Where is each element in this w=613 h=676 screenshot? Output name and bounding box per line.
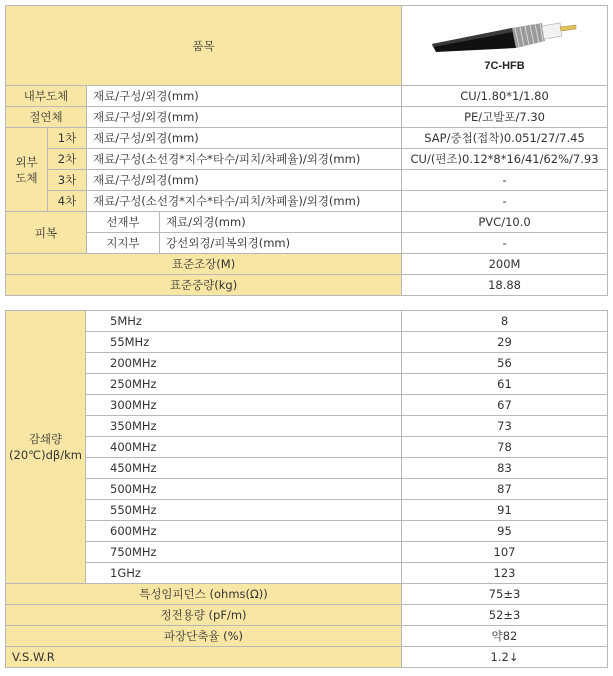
outer-layer-order: 3차 [48,170,87,191]
attenuation-row [6,311,608,332]
attenuation-label-line1: 감쇄량 [28,432,63,446]
std-length-value: 200M [402,254,608,275]
property-value: 52±3 [402,605,608,626]
outer-layer-value: - [402,191,608,212]
inner-conductor-value: CU/1.80*1/1.80 [402,86,608,107]
attenuation-value: 56 [402,353,608,374]
frequency-cell: 55MHz [86,332,402,353]
jacket-value: PVC/10.0 [402,212,608,233]
frequency-cell: 200MHz [86,353,402,374]
property-value: 1.2↓ [402,647,608,668]
property-row [6,605,608,626]
outer-layer-desc: 재료/구성/외경(mm) [87,128,402,149]
attenuation-value: 107 [402,542,608,563]
frequency-cell: 5MHz [86,311,402,332]
attenuation-row [6,479,608,500]
jacket-desc: 강선외경/피복외경(mm) [160,233,402,254]
insulation-label: 절연체 [6,107,87,128]
property-row [6,626,608,647]
std-length-label: 표준조장(M) [6,254,402,275]
outer-conductor-label-line1: 외부 [15,154,38,169]
attenuation-row [6,521,608,542]
attenuation-row [6,437,608,458]
frequency-cell: 300MHz [86,395,402,416]
frequency-cell: 600MHz [86,521,402,542]
outer-layer-order: 2차 [48,149,87,170]
attenuation-label-line2: (20℃)dβ/km [9,448,82,462]
property-row [6,584,608,605]
frequency-cell: 1GHz [86,563,402,584]
insulation-desc: 재료/구성/외경(mm) [87,107,402,128]
attenuation-row [6,416,608,437]
outer-conductor-label [6,128,48,212]
attenuation-row [6,332,608,353]
frequency-cell: 400MHz [86,437,402,458]
coaxial-cable-icon [430,20,580,54]
attenuation-row [6,458,608,479]
attenuation-value: 8 [402,311,608,332]
attenuation-value: 61 [402,374,608,395]
attenuation-table [5,310,608,668]
property-label: 정전용량 (pF/m) [6,605,402,626]
property-label: V.S.W.R [6,647,402,668]
attenuation-value: 83 [402,458,608,479]
frequency-cell: 500MHz [86,479,402,500]
jacket-desc: 재료/외경(mm) [160,212,402,233]
insulation-value: PE/고발포/7.30 [402,107,608,128]
frequency-cell: 550MHz [86,500,402,521]
jacket-value: - [402,233,608,254]
jacket-part: 지지부 [87,233,160,254]
attenuation-row [6,542,608,563]
property-value: 75±3 [402,584,608,605]
attenuation-row [6,374,608,395]
std-weight-label: 표준중량(kg) [6,275,402,296]
jacket-part: 선재부 [87,212,160,233]
outer-layer-order: 4차 [48,191,87,212]
inner-conductor-label: 내부도체 [6,86,87,107]
outer-layer-value: SAP/중첩(접착)0.051/27/7.45 [402,128,608,149]
attenuation-value: 91 [402,500,608,521]
frequency-cell: 250MHz [86,374,402,395]
outer-layer-value: CU/(편조)0.12*8*16/41/62%/7.93 [402,149,608,170]
outer-layer-desc: 재료/구성(소선경*지수*타수/피치/차폐율)/외경(mm) [87,191,402,212]
item-header: 품목 [6,6,402,86]
outer-layer-desc: 재료/구성/외경(mm) [87,170,402,191]
attenuation-value: 78 [402,437,608,458]
std-weight-value: 18.88 [402,275,608,296]
outer-conductor-label-line2: 도체 [15,170,38,185]
outer-layer-value: - [402,170,608,191]
frequency-cell: 350MHz [86,416,402,437]
attenuation-label [6,311,86,584]
attenuation-row [6,353,608,374]
attenuation-value: 123 [402,563,608,584]
attenuation-value: 87 [402,479,608,500]
property-label: 특성임피던스 (ohms(Ω)) [6,584,402,605]
attenuation-row [6,395,608,416]
attenuation-value: 67 [402,395,608,416]
frequency-cell: 750MHz [86,542,402,563]
outer-layer-order: 1차 [48,128,87,149]
inner-conductor-desc: 재료/구성/외경(mm) [87,86,402,107]
outer-layer-desc: 재료/구성(소선경*지수*타수/피치/차폐율)/외경(mm) [87,149,402,170]
property-label: 파장단축율 (%) [6,626,402,647]
attenuation-row [6,500,608,521]
frequency-cell: 450MHz [86,458,402,479]
product-cell [402,6,608,86]
property-row [6,647,608,668]
attenuation-row [6,563,608,584]
attenuation-value: 73 [402,416,608,437]
jacket-label: 피복 [6,212,87,254]
attenuation-value: 95 [402,521,608,542]
attenuation-value: 29 [402,332,608,353]
property-value: 약82 [402,626,608,647]
model-name: 7C-HFB [484,59,525,72]
spec-table [5,5,608,296]
